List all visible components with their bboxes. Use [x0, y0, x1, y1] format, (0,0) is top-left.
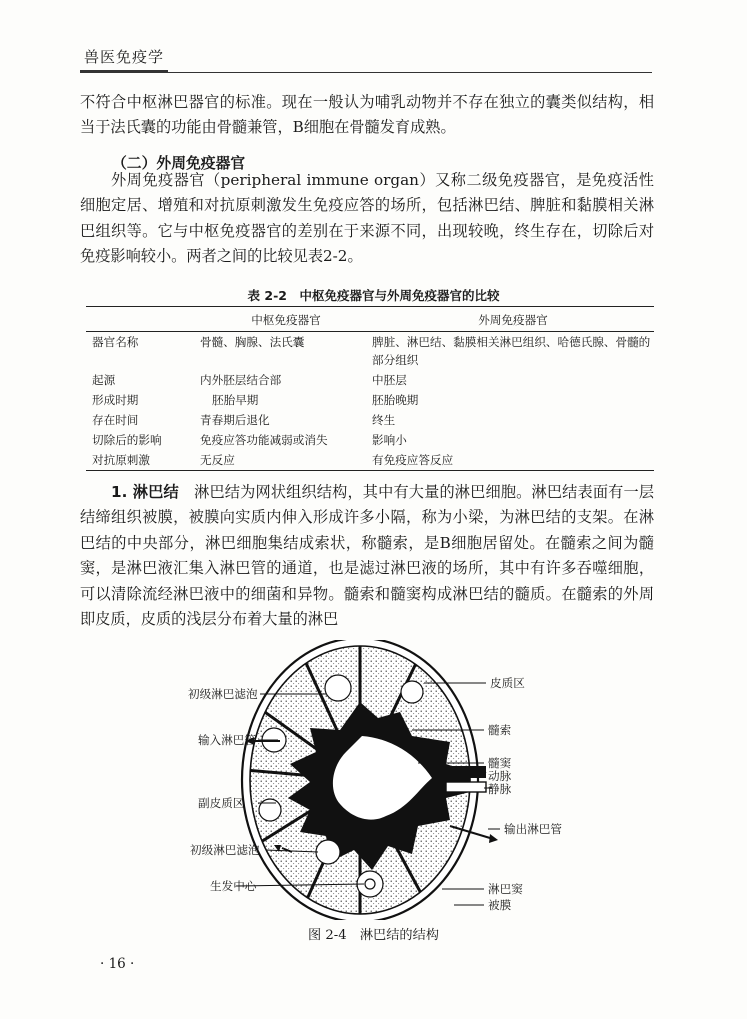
table-header-cell: 外周免疫器官: [372, 307, 654, 332]
follicle: [401, 681, 423, 703]
subsection-lead: 1. 淋巴结: [111, 483, 179, 501]
table-cell: 有免疫应答反应: [372, 450, 654, 471]
follicle: [259, 799, 281, 821]
table-row: [86, 430, 654, 450]
table-cell: 形成时期: [92, 393, 139, 407]
table-cell: 免疫应答功能减弱或消失: [200, 433, 328, 447]
table-caption: 表 2-2 中枢免疫器官与外周免疫器官的比较: [247, 288, 500, 303]
figure-caption: 图 2-4 淋巴结的结构: [308, 928, 439, 943]
table-row: [86, 450, 654, 471]
header-rule-accent: [80, 70, 168, 72]
table-row: [86, 410, 654, 430]
label-afferent-vessel: 输入淋巴管: [198, 733, 256, 747]
table-cell: 切除后的影响: [92, 433, 162, 447]
label-primary-follicle-top: 初级淋巴滤泡: [188, 687, 258, 701]
label-artery: 动脉: [488, 769, 512, 783]
table-cell: 无反应: [200, 450, 372, 471]
paragraph-3-text: 淋巴结为网状组织结构，其中有大量的淋巴细胞。淋巴结表面有一层结缔组织被膜，被膜向实质内伸入形成许多小隔，称为小梁，为淋巴结的支架。在淋巴结的中央部分，淋巴细胞集结成索状，称髓索，是B细胞居留处。在髓索之间为髓窦，是淋巴液汇集入淋巴管的通道，也是滤过淋巴液的场所，其中有许多吞噬细胞，可以清除流经淋巴液中的细菌和异物。髓索和髓窦构成淋巴结的髓质。在髓索的外周即皮质，皮质的浅层分布着大量的淋巴: [80, 483, 655, 629]
table-cell: 青春期后退化: [200, 413, 270, 427]
lymph-node-diagram: [150, 640, 600, 920]
efferent-arrow: [489, 834, 498, 843]
table-row: [86, 332, 654, 371]
label-cortex: 皮质区: [490, 676, 525, 690]
label-capsule: 被膜: [488, 898, 512, 912]
running-header-title: 兽医免疫学: [84, 48, 165, 66]
label-medullary-cord: 髓索: [488, 723, 512, 737]
table-cell: 起源: [92, 373, 116, 387]
table-cell: 影响小: [372, 433, 407, 447]
page-number: · 16 ·: [100, 956, 135, 972]
label-medullary-sinus: 髓窦: [488, 756, 512, 770]
table-cell: 存在时间: [92, 413, 139, 427]
table-header-row: [86, 307, 654, 332]
vein: [446, 782, 486, 792]
table-cell: 内外胚层结合部: [200, 373, 282, 387]
table-header-cell: 中枢免疫器官: [200, 307, 372, 332]
paragraph-1: 不符合中枢淋巴器官的标准。现在一般认为哺乳动物并不存在独立的囊类似结构，相当于法氏囊的功能由骨髓兼管，B细胞在骨髓发育成熟。: [80, 93, 654, 137]
label-germinal-center: 生发中心: [210, 879, 257, 893]
primary-follicle: [325, 675, 351, 701]
table-row: [86, 370, 654, 390]
label-lymph-sinus: 淋巴窦: [488, 882, 523, 896]
table-cell: 骨髓、胸腺、法氏囊: [200, 335, 305, 349]
paragraph-2: 外周免疫器官（peripheral immune organ）又称二级免疫器官，是免疫活性细胞定居、增殖和对抗原刺激发生免疫应答的场所，包括淋巴结、脾脏和黏膜相关淋巴组织等。它与中枢免疫器官的差别在于来源不同，出现较晚，终生存在，切除后对免疫影响较小。两者之间的比较见表2-2。: [80, 171, 654, 266]
germinal-center: [365, 879, 375, 889]
paragraph-3: [80, 480, 654, 632]
table-cell: 胚胎早期: [212, 393, 259, 407]
table-row: [86, 390, 654, 410]
label-paracortex: 副皮质区: [198, 796, 245, 810]
table-header-cell: [86, 307, 200, 332]
table-cell: 胚胎晚期: [372, 393, 419, 407]
table-cell: 中胚层: [372, 373, 407, 387]
header-rule: [80, 72, 652, 73]
label-efferent-vessel: 输出淋巴管: [504, 822, 562, 836]
artery: [446, 766, 486, 778]
comparison-table: [86, 306, 654, 471]
table-cell: 对抗原刺激: [86, 450, 200, 471]
table-cell: 终生: [372, 413, 396, 427]
table-cell: 脾脏、淋巴结、黏膜相关淋巴组织、哈德氏腺、骨髓的部分组织: [372, 335, 651, 367]
label-primary-follicle-bottom: 初级淋巴滤泡: [190, 843, 260, 857]
primary-follicle: [316, 840, 340, 864]
label-vein: 静脉: [488, 782, 512, 796]
table-cell: 器官名称: [92, 335, 139, 349]
section-heading: （二）外周免疫器官: [112, 155, 246, 172]
